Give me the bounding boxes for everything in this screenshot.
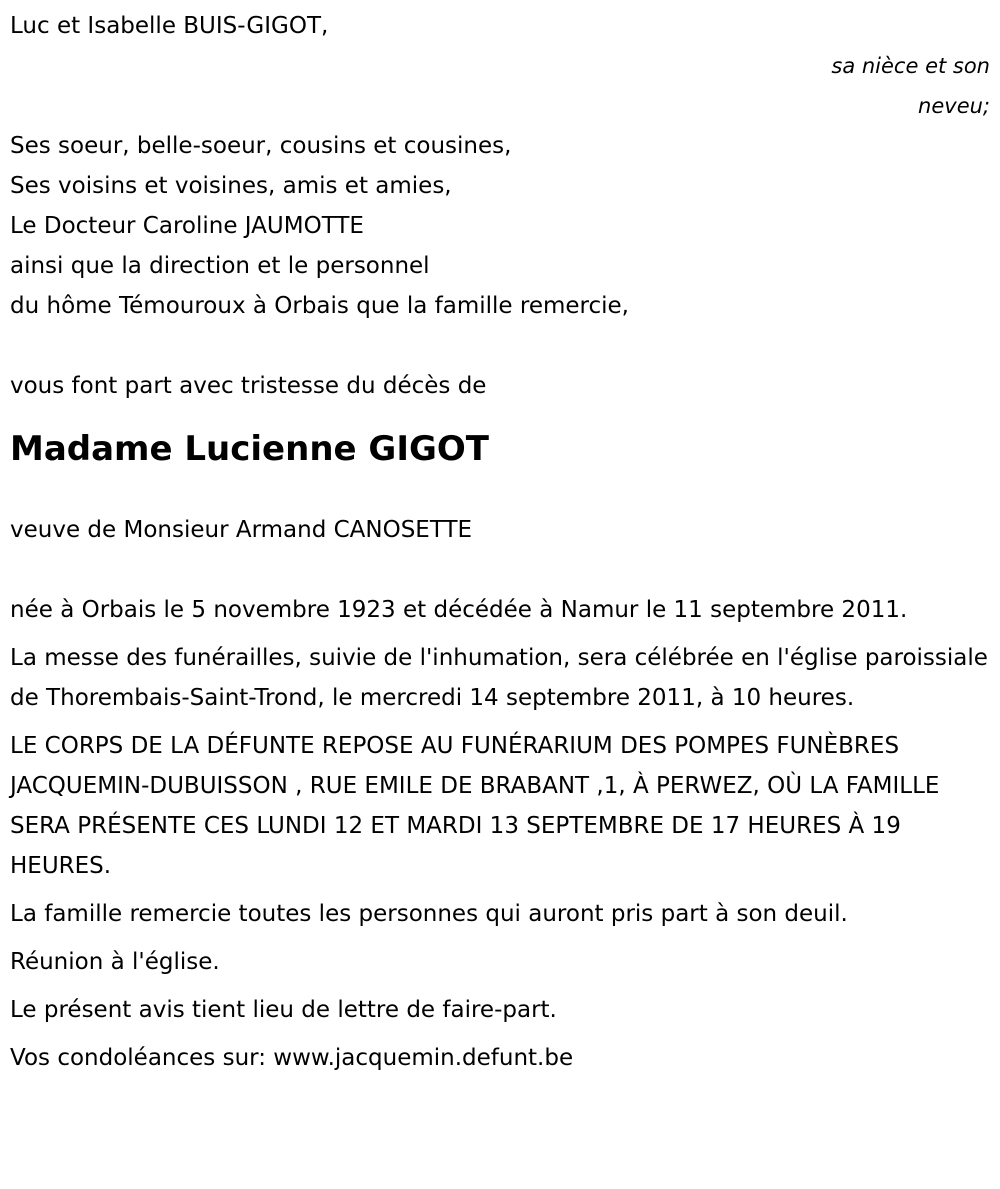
announcement-text: vous font part avec tristesse du décès de [10, 373, 487, 399]
notice-from: Luc et Isabelle BUIS-GIGOT, [10, 13, 329, 39]
notice-paragraph: Le présent avis tient lieu de lettre de faire-part. [10, 997, 557, 1023]
family-line: Ses soeur, belle-soeur, cousins et cousines, [10, 133, 512, 159]
notice-relation: sa nièce et son neveu; [831, 54, 990, 118]
family-line: Le Docteur Caroline JAUMOTTE [10, 213, 364, 239]
funeral-mass-paragraph: La messe des funérailles, suivie de l'inhumation, sera célébrée en l'église paroissiale de Thorembais-Saint-Trond, le mercredi 14 septembre 2011, à 10 heures. [10, 645, 988, 711]
widow-of-text: veuve de Monsieur Armand CANOSETTE [10, 517, 473, 543]
thanks-paragraph: La famille remercie toutes les personnes qui auront pris part à son deuil. [10, 901, 848, 927]
spacer [10, 326, 990, 366]
family-list [10, 126, 990, 326]
family-line: du hôme Témouroux à Orbais que la famille remercie, [10, 293, 629, 319]
meeting-paragraph: Réunion à l'église. [10, 949, 220, 975]
family-line: Ses voisins et voisines, amis et amies, [10, 173, 452, 199]
condolences-paragraph: Vos condoléances sur: www.jacquemin.defunt.be [10, 1045, 574, 1071]
funerarium-paragraph: LE CORPS DE LA DÉFUNTE REPOSE AU FUNÉRARIUM DES POMPES FUNÈBRES JACQUEMIN-DUBUISSON , RUE EMILE DE BRABANT ,1, À PERWEZ, OÙ LA FAMILLE SERA PRÉSENTE CES LUNDI 12 ET MARDI 13 SEPTEMBRE DE 17 HEURES À 19 HEURES. [10, 733, 940, 879]
deceased-name: Madame Lucienne GIGOT [10, 429, 489, 469]
family-line: ainsi que la direction et le personnel [10, 253, 430, 279]
spacer [10, 550, 990, 590]
birth-death-paragraph: née à Orbais le 5 novembre 1923 et décédée à Namur le 11 septembre 2011. [10, 597, 908, 623]
